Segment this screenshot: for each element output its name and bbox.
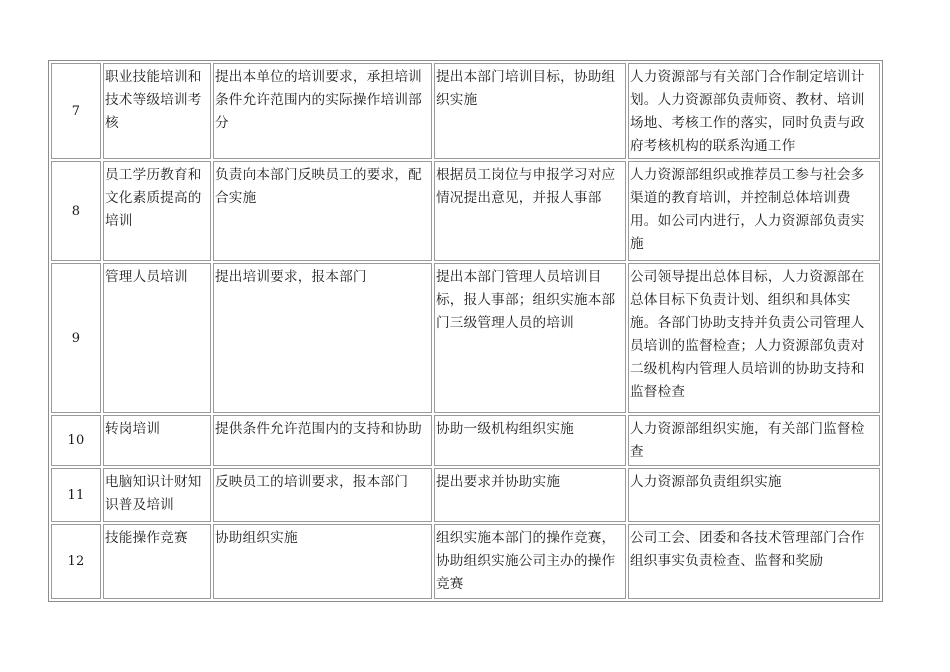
department-responsibility: 提出本部门管理人员培训目标，报人事部；组织实施本部门三级管理人员的培训: [434, 263, 626, 413]
employee-responsibility: 提供条件允许范围内的支持和协助: [213, 415, 432, 466]
training-item: 员工学历教育和文化素质提高的培训: [103, 161, 211, 261]
row-number: 12: [51, 524, 101, 599]
row-number: 7: [51, 63, 101, 159]
training-item: 职业技能培训和技术等级培训考核: [103, 63, 211, 159]
table-row: [51, 415, 880, 466]
employee-responsibility: 反映员工的培训要求，报本部门: [213, 468, 432, 522]
hr-responsibility: 公司工会、团委和各技术管理部门合作组织事实负责检查、监督和奖励: [628, 524, 880, 599]
table-row: [51, 161, 880, 261]
employee-responsibility: 提出培训要求，报本部门: [213, 263, 432, 413]
employee-responsibility: 协助组织实施: [213, 524, 432, 599]
department-responsibility: 协助一级机构组织实施: [434, 415, 626, 466]
training-item: 电脑知识计财知识普及培训: [103, 468, 211, 522]
training-responsibility-table: [48, 60, 883, 602]
hr-responsibility: 人力资源部与有关部门合作制定培训计划。人力资源部负责师资、教材、培训场地、考核工作的落实，同时负责与政府考核机构的联系沟通工作: [628, 63, 880, 159]
department-responsibility: 根据员工岗位与申报学习对应情况提出意见，并报人事部: [434, 161, 626, 261]
table-row: [51, 263, 880, 413]
hr-responsibility: 人力资源部组织或推荐员工参与社会多渠道的教育培训，并控制总体培训费用。如公司内进行，人力资源部负责实施: [628, 161, 880, 261]
training-item: 技能操作竞赛: [103, 524, 211, 599]
department-responsibility: 提出要求并协助实施: [434, 468, 626, 522]
row-number: 9: [51, 263, 101, 413]
row-number: 8: [51, 161, 101, 261]
table-row: [51, 468, 880, 522]
hr-responsibility: 人力资源部负责组织实施: [628, 468, 880, 522]
row-number: 11: [51, 468, 101, 522]
department-responsibility: 组织实施本部门的操作竞赛，协助组织实施公司主办的操作竞赛: [434, 524, 626, 599]
employee-responsibility: 负责向本部门反映员工的要求，配合实施: [213, 161, 432, 261]
table-row: [51, 63, 880, 159]
training-item: 管理人员培训: [103, 263, 211, 413]
employee-responsibility: 提出本单位的培训要求，承担培训条件允许范围内的实际操作培训部分: [213, 63, 432, 159]
row-number: 10: [51, 415, 101, 466]
training-item: 转岗培训: [103, 415, 211, 466]
table-row: [51, 524, 880, 599]
hr-responsibility: 人力资源部组织实施，有关部门监督检查: [628, 415, 880, 466]
department-responsibility: 提出本部门培训目标，协助组织实施: [434, 63, 626, 159]
hr-responsibility: 公司领导提出总体目标，人力资源部在总体目标下负责计划、组织和具体实施。各部门协助支持并负责公司管理人员培训的监督检查；人力资源部负责对二级机构内管理人员培训的协助支持和监督检查: [628, 263, 880, 413]
